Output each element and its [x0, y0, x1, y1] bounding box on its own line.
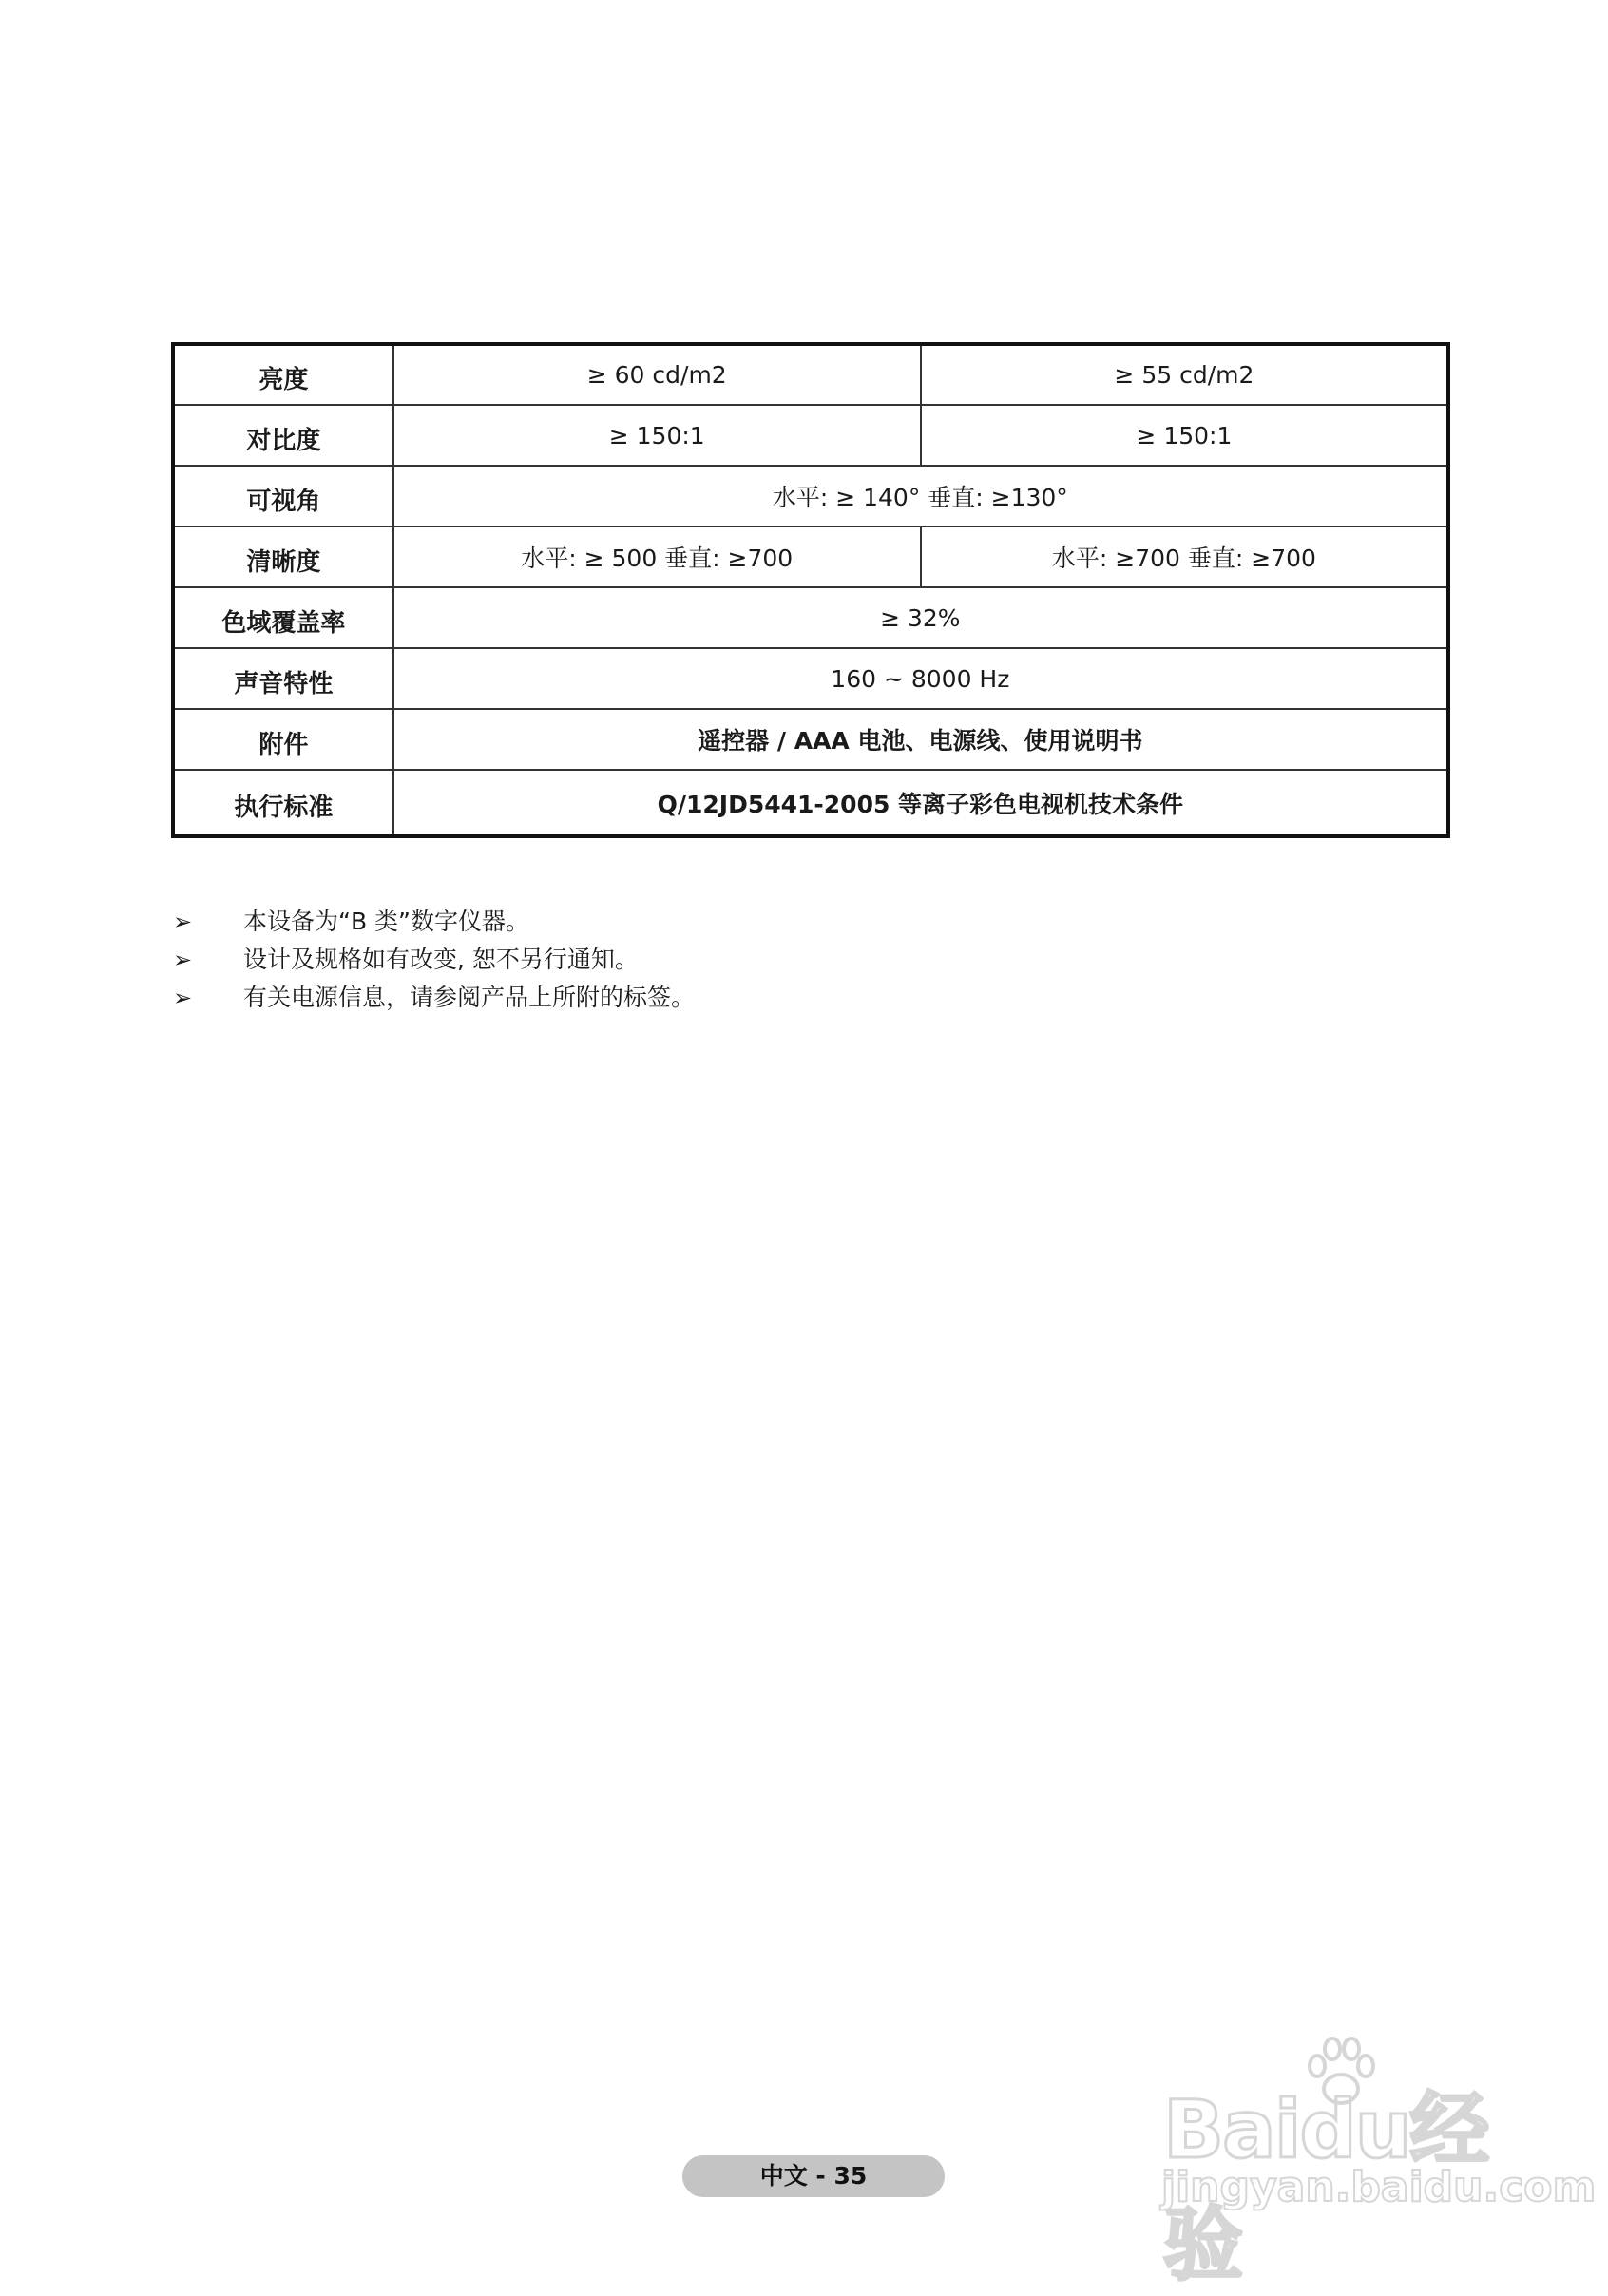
row-value: ≥ 32%	[393, 587, 1448, 648]
row-label: 对比度	[173, 405, 393, 466]
page-number-badge	[682, 2155, 945, 2197]
row-value-left: 水平: ≥ 500 垂直: ≥700	[393, 526, 921, 587]
baidu-watermark	[1146, 2032, 1597, 2291]
table-row	[173, 770, 1448, 836]
row-value-right: ≥ 150:1	[921, 405, 1448, 466]
list-item	[171, 941, 695, 979]
arrow-bullet-icon: ➢	[173, 985, 193, 1011]
table-row	[173, 526, 1448, 587]
arrow-bullet-icon: ➢	[173, 947, 193, 973]
row-label: 清晰度	[173, 526, 393, 587]
list-item	[171, 979, 695, 1017]
table-row	[173, 405, 1448, 466]
watermark-main-text: Baidu经验	[1163, 2083, 1488, 2291]
table-row	[173, 648, 1448, 709]
notes-list	[171, 903, 695, 1017]
row-label: 执行标准	[173, 770, 393, 836]
spec-table	[171, 342, 1450, 838]
note-text: 有关电源信息，请参阅产品上所附的标签。	[243, 984, 696, 1011]
arrow-bullet-icon: ➢	[173, 909, 193, 935]
table-row	[173, 587, 1448, 648]
row-label: 声音特性	[173, 648, 393, 709]
row-value: 遥控器 / AAA 电池、电源线、使用说明书	[393, 709, 1448, 770]
row-label: 附件	[173, 709, 393, 770]
row-value: Q/12JD5441-2005 等离子彩色电视机技术条件	[393, 770, 1448, 836]
watermark-url-text: jingyan.baidu.com	[1161, 2163, 1597, 2211]
table-row	[173, 344, 1448, 405]
note-text: 设计及规格如有改变, 恕不另行通知。	[243, 946, 639, 973]
note-text: 本设备为“B 类”数字仪器。	[243, 908, 530, 935]
row-value: 水平: ≥ 140° 垂直: ≥130°	[393, 466, 1448, 526]
list-item	[171, 903, 695, 941]
table-row	[173, 709, 1448, 770]
row-value-right: 水平: ≥700 垂直: ≥700	[921, 526, 1448, 587]
row-value: 160 ~ 8000 Hz	[393, 648, 1448, 709]
row-label: 色域覆盖率	[173, 587, 393, 648]
row-label: 可视角	[173, 466, 393, 526]
row-value-left: ≥ 60 cd/m2	[393, 344, 921, 405]
row-value-right: ≥ 55 cd/m2	[921, 344, 1448, 405]
row-value-left: ≥ 150:1	[393, 405, 921, 466]
row-label: 亮度	[173, 344, 393, 405]
page-number: 中文 - 35	[759, 2162, 868, 2190]
table-row	[173, 466, 1448, 526]
